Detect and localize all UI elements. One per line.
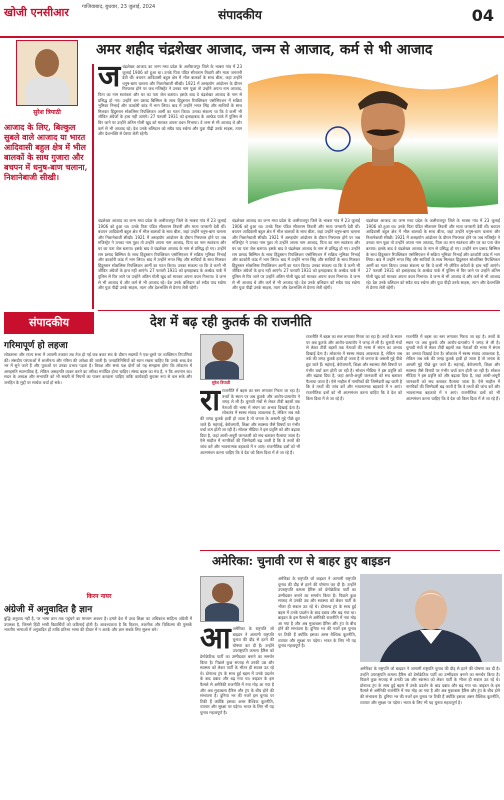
page-number: 04 [471, 6, 494, 25]
newspaper-logo: खोजी एनसीआर [4, 6, 69, 19]
portrait-photo [360, 574, 502, 662]
second-body-col2: राजनीति में बहस का स्तर लगातार गिरता जा रहा है। तथ्यों के स्थान पर अब कुतर्क और आरोप-प्रत्यारोप ने जगह ले ली है। चुनावी मंचों से लेकर टीवी बहसों तक नेताओं की भाषा में संयम का अभाव दिखाई देता है। लोकतंत्र में स्वस्थ संवाद आवश्यक है, लेकिन जब तर्क की जगह कुतर्क हावी हो जाता है तो जनता के असली मुद्दे पीछे छूट जाते हैं। महंगाई, बेरोजगारी, शिक्षा और स्वास्थ्य जैसे विषयों पर गंभीर चर्चा कम होती जा रही है। सोशल मीडिया ने इस प्रवृत्ति को और बढ़ावा दिया है, जहां आधी-अधूरी जानकारी को सच बताकर फैलाया जाता है। ऐसे माहौल में नागरिकों की जिम्मेदारी बढ़ जाती है कि वे तथ्यों की जांच करें और भावनात्मक बहकावे में न आएं। राजनीतिक दलों को भी आत्ममंथन करना चाहिए कि वे देश को किस दिशा में ले जा रहे हैं। [306, 334, 402, 401]
lead-sidebar [4, 40, 90, 310]
article-body: बुद्धि अनुवाद नहीं है, पर भाषा ज्ञान तक पहुंचने का माध्यम अवश्य है। हमारे देश में उच्च शिक्षा का अधिकांश साहित्य अंग्रेजी में उपलब्ध है, जिससे हिंदी भाषी विद्यार्थियों को कठिनाई होती है। आवश्यकता है कि विज्ञान, तकनीक और चिकित्सा की पुस्तकें भारतीय भाषाओं में अनुवादित हों ताकि प्रतिभा भाषा की दीवार में न अटके और ज्ञान सबके लिए सुलभ बने। [4, 616, 192, 633]
column-divider [92, 64, 94, 309]
section-rule [200, 550, 500, 551]
lead-body-col3: चंद्रशेखर आजाद का जन्म मध्य प्रदेश के अलीराजपुर जिले के भाबरा गांव में 23 जुलाई 1906 को हुआ था। उनके पिता पंडित सीताराम तिवारी और माता जगरानी देवी थीं। बचपन आदिवासी बहुल क्षेत्र में भील बालकों के साथ बीता, जहां उन्होंने धनुष-बाण चलाना और निशानेबाजी सीखी। 1921 में असहयोग आंदोलन के दौरान गिरफ्तार होने पर जब मजिस्ट्रेट ने उनका नाम पूछा तो उन्होंने अपना नाम आजाद, पिता का नाम स्वतंत्रता और घर का पता जेल बताया। इसके बाद वे चंद्रशेखर आजाद के नाम से प्रसिद्ध हो गए। उन्होंने राम प्रसाद बिस्मिल के साथ हिंदुस्तान रिपब्लिकन एसोसिएशन में सक्रिय भूमिका निभाई और काकोरी कांड में भाग लिया। बाद में उन्होंने भगत सिंह और साथियों के साथ मिलकर हिंदुस्तान सोशलिस्ट रिपब्लिकन आर्मी का गठन किया। उनका संकल्प था कि वे कभी भी जीवित अंग्रेजों के हाथ नहीं आएंगे। 27 फरवरी 1931 को इलाहाबाद के अल्फ्रेड पार्क में पुलिस से घिर जाने पर उन्होंने अंतिम गोली खुद को मारकर अपना वचन निभाया। वे जन्म से भी आजाद थे और कर्म से भी आजाद रहे। देश उनके बलिदान को सदैव याद रखेगा और युवा पीढ़ी उनके साहस, त्याग और देशभक्ति से प्रेरणा लेती रहेगी। [232, 218, 360, 291]
author-photo [16, 40, 78, 106]
byline: किरन नायर [86, 593, 112, 600]
masthead [0, 0, 504, 38]
editorial-banner: संपादकीय [4, 312, 94, 334]
second-headline: देश में बढ़ रही कुतर्क की राजनीति [150, 315, 312, 330]
portrait-figure [328, 70, 438, 214]
dropcap: आ [200, 626, 231, 656]
lead-headline: अमर शहीद चंद्रशेखर आजाद, जन्म से आजाद, कर्म से भी आजाद [96, 42, 433, 58]
news-photo [360, 574, 502, 662]
third-headline: अमेरिका: चुनावी रण से बाहर हुए बाइडन [212, 554, 391, 568]
article-headline: अंग्रेजी में अनुवादित है ज्ञान [4, 605, 93, 615]
dateline: गाजियाबाद, बुधवार, 23 जुलाई, 2024 [82, 4, 156, 10]
author-name: सुरेश त्रिपाठी [33, 109, 61, 116]
third-body-col2: अमेरिका के राष्ट्रपति जो बाइडन ने आगामी राष्ट्रपति चुनाव की दौड़ से हटने की घोषणा कर दी है। उन्होंने उपराष्ट्रपति कमला हैरिस को डेमोक्रेटिक पार्टी का उम्मीदवार बनाने का समर्थन किया है। पिछले कुछ सप्ताह से उनकी उम्र और स्वास्थ्य को लेकर पार्टी के भीतर ही सवाल उठ रहे थे। डोनाल्ड ट्रंप के साथ हुई बहस में उनके प्रदर्शन के बाद दबाव और बढ़ गया था। बाइडन के इस फैसले से अमेरिकी राजनीति में नया मोड़ आ गया है और अब मुकाबला हैरिस और ट्रंप के बीच होने की संभावना है। दुनिया भर की नजरें इस चुनाव पर टिकी हैं क्योंकि इसका असर वैश्विक कूटनीति, व्यापार और सुरक्षा पर पड़ेगा। भारत के लिए भी यह चुनाव महत्वपूर्ण है। [278, 576, 356, 649]
hero-illustration [98, 64, 500, 214]
editorial-body: लोकसभा और राज्य सभा में आपसी तकरार तब तेज हो गई जब बजट सत्र के दौरान सदस्यों ने एक-दूसरे पर व्यक्तिगत टिप्पणियां कीं। संसदीय परंपराओं में शालीनता और गरिमा की अपेक्षा की जाती है। जनप्रतिनिधियों को ध्यान रखना चाहिए कि उनके शब्द देश भर में सुने जाते हैं और युवाओं पर उनका प्रभाव पड़ता है। विपक्ष और सत्ता पक्ष दोनों को यह समझना होगा कि लोकतंत्र में असहमति स्वाभाविक है, लेकिन असहमति व्यक्त करने का तरीका मर्यादित होना चाहिए। संसद बहस का मंच है, न कि अपमान का। सदन के अध्यक्ष और सभापति को भी सख्ती से नियमों का पालन करवाना चाहिए ताकि कार्यवाही सुचारू रूप से चल सके और जनहित के मुद्दों पर सार्थक चर्चा हो सके। [4, 352, 192, 385]
section-title: संपादकीय [218, 8, 262, 22]
third-body-col3: अमेरिका के राष्ट्रपति जो बाइडन ने आगामी राष्ट्रपति चुनाव की दौड़ से हटने की घोषणा कर दी है। उन्होंने उपराष्ट्रपति कमला हैरिस को डेमोक्रेटिक पार्टी का उम्मीदवार बनाने का समर्थन किया है। पिछले कुछ सप्ताह से उनकी उम्र और स्वास्थ्य को लेकर पार्टी के भीतर ही सवाल उठ रहे थे। डोनाल्ड ट्रंप के साथ हुई बहस में उनके प्रदर्शन के बाद दबाव और बढ़ गया था। बाइडन के इस फैसले से अमेरिकी राजनीति में नया मोड़ आ गया है और अब मुकाबला हैरिस और ट्रंप के बीच होने की संभावना है। दुनिया भर की नजरें इस चुनाव पर टिकी हैं क्योंकि इसका असर वैश्विक कूटनीति, व्यापार और सुरक्षा पर पड़ेगा। भारत के लिए भी यह चुनाव महत्वपूर्ण है। [360, 666, 500, 705]
second-body-col1: रा राजनीति में बहस का स्तर लगातार गिरता जा रहा है। तथ्यों के स्थान पर अब कुतर्क और आरोप-प्रत्यारोप ने जगह ले ली है। चुनावी मंचों से लेकर टीवी बहसों तक नेताओं की भाषा में संयम का अभाव दिखाई देता है। लोकतंत्र में स्वस्थ संवाद आवश्यक है, लेकिन जब तर्क की जगह कुतर्क हावी हो जाता है तो जनता के असली मुद्दे पीछे छूट जाते हैं। महंगाई, बेरोजगारी, शिक्षा और स्वास्थ्य जैसे विषयों पर गंभीर चर्चा कम होती जा रही है। सोशल मीडिया ने इस प्रवृत्ति को और बढ़ावा दिया है, जहां आधी-अधूरी जानकारी को सच बताकर फैलाया जाता है। ऐसे माहौल में नागरिकों की जिम्मेदारी बढ़ जाती है कि वे तथ्यों की जांच करें और भावनात्मक बहकावे में न आएं। राजनीतिक दलों को भी आत्ममंथन करना चाहिए कि वे देश को किस दिशा में ले जा रहे हैं। [200, 388, 300, 455]
columnist-name: सुरेश त्रिपाठी [211, 380, 231, 385]
lead-body-col4: चंद्रशेखर आजाद का जन्म मध्य प्रदेश के अलीराजपुर जिले के भाबरा गांव में 23 जुलाई 1906 को हुआ था। उनके पिता पंडित सीताराम तिवारी और माता जगरानी देवी थीं। बचपन आदिवासी बहुल क्षेत्र में भील बालकों के साथ बीता, जहां उन्होंने धनुष-बाण चलाना और निशानेबाजी सीखी। 1921 में असहयोग आंदोलन के दौरान गिरफ्तार होने पर जब मजिस्ट्रेट ने उनका नाम पूछा तो उन्होंने अपना नाम आजाद, पिता का नाम स्वतंत्रता और घर का पता जेल बताया। इसके बाद वे चंद्रशेखर आजाद के नाम से प्रसिद्ध हो गए। उन्होंने राम प्रसाद बिस्मिल के साथ हिंदुस्तान रिपब्लिकन एसोसिएशन में सक्रिय भूमिका निभाई और काकोरी कांड में भाग लिया। बाद में उन्होंने भगत सिंह और साथियों के साथ मिलकर हिंदुस्तान सोशलिस्ट रिपब्लिकन आर्मी का गठन किया। उनका संकल्प था कि वे कभी भी जीवित अंग्रेजों के हाथ नहीं आएंगे। 27 फरवरी 1931 को इलाहाबाद के अल्फ्रेड पार्क में पुलिस से घिर जाने पर उन्होंने अंतिम गोली खुद को मारकर अपना वचन निभाया। वे जन्म से भी आजाद थे और कर्म से भी आजाद रहे। देश उनके बलिदान को सदैव याद रखेगा और युवा पीढ़ी उनके साहस, त्याग और देशभक्ति से प्रेरणा लेती रहेगी। [366, 218, 500, 291]
dropcap: रा [200, 388, 221, 418]
lead-body-col1: ज चंद्रशेखर आजाद का जन्म मध्य प्रदेश के अलीराजपुर जिले के भाबरा गांव में 23 जुलाई 1906 को हुआ था। उनके पिता पंडित सीताराम तिवारी और माता जगरानी देवी थीं। बचपन आदिवासी बहुल क्षेत्र में भील बालकों के साथ बीता, जहां उन्होंने धनुष-बाण चलाना और निशानेबाजी सीखी। 1921 में असहयोग आंदोलन के दौरान गिरफ्तार होने पर जब मजिस्ट्रेट ने उनका नाम पूछा तो उन्होंने अपना नाम आजाद, पिता का नाम स्वतंत्रता और घर का पता जेल बताया। इसके बाद वे चंद्रशेखर आजाद के नाम से प्रसिद्ध हो गए। उन्होंने राम प्रसाद बिस्मिल के साथ हिंदुस्तान रिपब्लिकन एसोसिएशन में सक्रिय भूमिका निभाई और काकोरी कांड में भाग लिया। बाद में उन्होंने भगत सिंह और साथियों के साथ मिलकर हिंदुस्तान सोशलिस्ट रिपब्लिकन आर्मी का गठन किया। उनका संकल्प था कि वे कभी भी जीवित अंग्रेजों के हाथ नहीं आएंगे। 27 फरवरी 1931 को इलाहाबाद के अल्फ्रेड पार्क में पुलिस से घिर जाने पर उन्होंने अंतिम गोली खुद को मारकर अपना वचन निभाया। वे जन्म से भी आजाद थे और कर्म से भी आजाद रहे। देश उनके बलिदान को सदैव याद रखेगा और युवा पीढ़ी उनके साहस, त्याग और देशभक्ति से प्रेरणा लेती रहेगी। [98, 64, 242, 137]
columnist-photo [200, 334, 244, 380]
columnist-photo [200, 576, 244, 622]
lead-body-col2: चंद्रशेखर आजाद का जन्म मध्य प्रदेश के अलीराजपुर जिले के भाबरा गांव में 23 जुलाई 1906 को हुआ था। उनके पिता पंडित सीताराम तिवारी और माता जगरानी देवी थीं। बचपन आदिवासी बहुल क्षेत्र में भील बालकों के साथ बीता, जहां उन्होंने धनुष-बाण चलाना और निशानेबाजी सीखी। 1921 में असहयोग आंदोलन के दौरान गिरफ्तार होने पर जब मजिस्ट्रेट ने उनका नाम पूछा तो उन्होंने अपना नाम आजाद, पिता का नाम स्वतंत्रता और घर का पता जेल बताया। इसके बाद वे चंद्रशेखर आजाद के नाम से प्रसिद्ध हो गए। उन्होंने राम प्रसाद बिस्मिल के साथ हिंदुस्तान रिपब्लिकन एसोसिएशन में सक्रिय भूमिका निभाई और काकोरी कांड में भाग लिया। बाद में उन्होंने भगत सिंह और साथियों के साथ मिलकर हिंदुस्तान सोशलिस्ट रिपब्लिकन आर्मी का गठन किया। उनका संकल्प था कि वे कभी भी जीवित अंग्रेजों के हाथ नहीं आएंगे। 27 फरवरी 1931 को इलाहाबाद के अल्फ्रेड पार्क में पुलिस से घिर जाने पर उन्होंने अंतिम गोली खुद को मारकर अपना वचन निभाया। वे जन्म से भी आजाद थे और कर्म से भी आजाद रहे। देश उनके बलिदान को सदैव याद रखेगा और युवा पीढ़ी उनके साहस, त्याग और देशभक्ति से प्रेरणा लेती रहेगी। [98, 218, 226, 291]
third-body-col1: आ अमेरिका के राष्ट्रपति जो बाइडन ने आगामी राष्ट्रपति चुनाव की दौड़ से हटने की घोषणा कर दी है। उन्होंने उपराष्ट्रपति कमला हैरिस को डेमोक्रेटिक पार्टी का उम्मीदवार बनाने का समर्थन किया है। पिछले कुछ सप्ताह से उनकी उम्र और स्वास्थ्य को लेकर पार्टी के भीतर ही सवाल उठ रहे थे। डोनाल्ड ट्रंप के साथ हुई बहस में उनके प्रदर्शन के बाद दबाव और बढ़ गया था। बाइडन के इस फैसले से अमेरिकी राजनीति में नया मोड़ आ गया है और अब मुकाबला हैरिस और ट्रंप के बीच होने की संभावना है। दुनिया भर की नजरें इस चुनाव पर टिकी हैं क्योंकि इसका असर वैश्विक कूटनीति, व्यापार और सुरक्षा पर पड़ेगा। भारत के लिए भी यह चुनाव महत्वपूर्ण है। [200, 626, 274, 715]
second-body-col3: राजनीति में बहस का स्तर लगातार गिरता जा रहा है। तथ्यों के स्थान पर अब कुतर्क और आरोप-प्रत्यारोप ने जगह ले ली है। चुनावी मंचों से लेकर टीवी बहसों तक नेताओं की भाषा में संयम का अभाव दिखाई देता है। लोकतंत्र में स्वस्थ संवाद आवश्यक है, लेकिन जब तर्क की जगह कुतर्क हावी हो जाता है तो जनता के असली मुद्दे पीछे छूट जाते हैं। महंगाई, बेरोजगारी, शिक्षा और स्वास्थ्य जैसे विषयों पर गंभीर चर्चा कम होती जा रही है। सोशल मीडिया ने इस प्रवृत्ति को और बढ़ावा दिया है, जहां आधी-अधूरी जानकारी को सच बताकर फैलाया जाता है। ऐसे माहौल में नागरिकों की जिम्मेदारी बढ़ जाती है कि वे तथ्यों की जांच करें और भावनात्मक बहकावे में न आएं। राजनीतिक दलों को भी आत्ममंथन करना चाहिए कि वे देश को किस दिशा में ले जा रहे हैं। [406, 334, 500, 401]
pullquote: आजाद के लिए, बिल्कुल सुबले वाले आजाद या भारत आदिवासी बहुल क्षेत्र में भील बालकों के साथ गुजारा और बचपन में धनुष-बाण चलाना, निशानेबाजी सीखी। [4, 122, 88, 182]
section-rule [98, 310, 500, 311]
dropcap: ज [98, 64, 121, 94]
editorial-title: गरिमापूर्ण हो लहजा [4, 341, 68, 351]
